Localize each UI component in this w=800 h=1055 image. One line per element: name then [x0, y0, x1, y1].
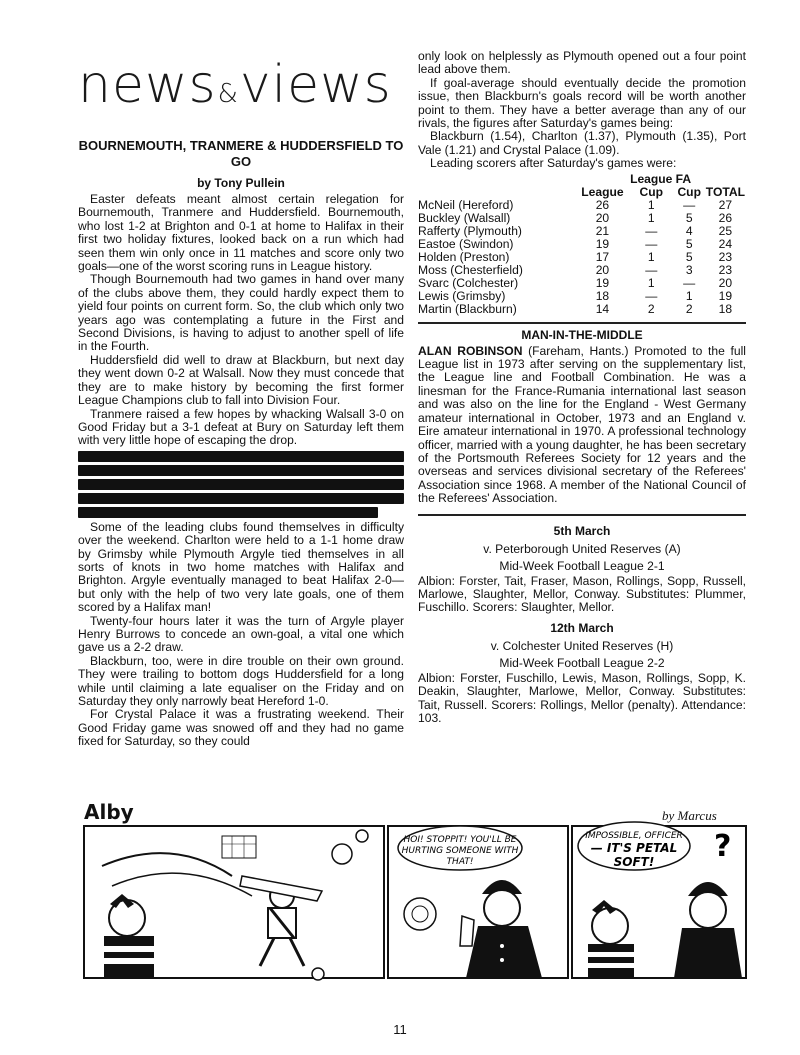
- scorer-total: 19: [718, 288, 733, 303]
- header-col-league-cup: Cup: [639, 184, 663, 199]
- scorer-league-cup: 1: [647, 249, 655, 264]
- article-paragraph: only look on helplessly as Plymouth opened out a four point lead above them.: [418, 49, 746, 77]
- scorer-name: Martin (Blackburn): [418, 301, 517, 316]
- scorer-league-cup: 2: [647, 301, 655, 316]
- scorer-total: 20: [718, 275, 733, 290]
- scorer-fa-cup: 3: [685, 262, 693, 277]
- scorer-fa-cup: 5: [685, 236, 693, 251]
- header-col-fa-cup: Cup: [677, 184, 701, 199]
- scorer-row: [418, 264, 748, 277]
- scorer-name: Holden (Preston): [418, 249, 510, 264]
- scorer-name: McNeil (Hereford): [418, 197, 514, 212]
- bubble1-line2: HURTING SOMEONE WITH: [401, 846, 519, 856]
- scorer-row: [418, 290, 748, 303]
- article-paragraph: Blackburn, too, were in dire trouble on their own ground. They were trailing to bottom dogs Huddersfield for a long while until claiming a late equaliser on the Friday and on Saturday they only narrowly beat Hereford 1-0.: [78, 653, 404, 708]
- article-paragraph: Twenty-four hours later it was the turn of Argyle player Henry Burrows to concede an own-goal, a vital one which gave us a 2-2 draw.: [78, 613, 404, 655]
- header-col-total: TOTAL: [705, 184, 745, 199]
- article-headline: BOURNEMOUTH, TRANMERE & HUDDERSFIELD TO GO: [78, 138, 404, 169]
- scorer-total: 23: [718, 262, 733, 277]
- article-paragraph: Tranmere raised a few hopes by whacking Walsall 3-0 on Good Friday but a 3-1 defeat at Bury on Saturday left them with very little hope of escaping the drop.: [78, 406, 404, 448]
- article-paragraph: For Crystal Palace it was a frustrating weekend. Their Good Friday game was snowed off and they had no game fixed for Saturday, so they could: [78, 707, 404, 749]
- article-paragraph: Blackburn (1.54), Charlton (1.37), Plymouth (1.35), Port Vale (1.21) and Crystal Palace (1.09).: [418, 129, 746, 157]
- scorer-total: 18: [718, 301, 733, 316]
- scorer-league-cup: —: [645, 262, 658, 277]
- redaction-bar: [78, 479, 404, 490]
- scorer-name: Svarc (Colchester): [418, 275, 519, 290]
- scorer-league: 20: [595, 262, 610, 277]
- scorer-fa-cup: 2: [685, 301, 693, 316]
- bubble2-line3: SOFT!: [613, 855, 655, 869]
- page-number: 11: [393, 1022, 407, 1037]
- scorer-name: Lewis (Grimsby): [418, 288, 506, 303]
- scorer-league: 17: [595, 249, 610, 264]
- bubble2-line1: IMPOSSIBLE, OFFICER: [585, 831, 683, 841]
- match1-date: 5th March: [553, 523, 611, 538]
- match1-opponent: v. Peterborough United Reserves (A): [483, 541, 681, 556]
- match2-lineup: Albion: Forster, Fuschillo, Lewis, Mason, Rollings, Sopp, K. Deakin, Slaughter, Marlowe, Mellor, Conway. Substitutes: Tait, Russell. Scorers: Rollings, Mellor (penalty). Attendance: 103.: [418, 670, 746, 725]
- scorer-league: 18: [595, 288, 610, 303]
- right-column: [418, 50, 746, 725]
- referee-text: (Fareham, Hants.) Promoted to the full League list in 1973 after serving on the supplementary list, the League line and Football Combination. He was a linesman for the France-Rumania international last season and was also on the line for the England - West Germany amateur international in October, 1973 and an England v. Eire amateur international in 1970. A professional technology officer, married with a young daughter, he has been secretary of the Portsmouth Referees Society for 12 years and the overseas and services divisional secretary of the Referees' Association since 1968. A member of the National Council of the Referees' Association.: [418, 343, 746, 506]
- redaction-bar: [78, 465, 404, 476]
- scorer-league: 14: [595, 301, 610, 316]
- scorer-fa-cup: 4: [685, 223, 693, 238]
- scorer-league: 19: [595, 275, 610, 290]
- cartoon-strip: [82, 796, 748, 982]
- divider: [418, 514, 746, 516]
- question-mark-icon: ?: [714, 829, 732, 864]
- scorer-total: 25: [718, 223, 733, 238]
- cartoon-credit: by Marcus: [662, 808, 717, 823]
- referee-paragraph: [418, 345, 746, 506]
- scorer-league-cup: 1: [647, 197, 655, 212]
- scorer-total: 27: [718, 197, 733, 212]
- scorer-row: [418, 303, 748, 316]
- article-paragraph: Some of the leading clubs found themselves in difficulty over the weekend. Charlton were held to a 1-1 home draw by Grimsby while Plymouth Argyle tied themselves in all sorts of knots in two home matches with Halifax and Brighton. Argyle eventually managed to beat Halifax 2-0—but only with the help of two very late goals, one of them scored by a Halifax man!: [78, 519, 404, 615]
- redaction-bar: [78, 507, 378, 518]
- masthead: [78, 55, 404, 124]
- scorer-league: 21: [595, 223, 610, 238]
- article-paragraph: Though Bournemouth had two games in hand over many of the clubs above them, they could hardly expect them to yield four points on current form. So, the club which only two years ago was contemplating a future in the First and Second Divisions, is having to adjust to another spell of life in the Fourth.: [78, 272, 404, 354]
- redacted-block: [78, 451, 404, 518]
- scorer-name: Rafferty (Plymouth): [418, 223, 522, 238]
- match2-date: 12th March: [550, 620, 614, 635]
- scorers-table: [418, 173, 748, 316]
- match2-opponent: v. Colchester United Reserves (H): [490, 638, 674, 653]
- scorer-fa-cup: —: [683, 197, 696, 212]
- masthead-word-views: views: [239, 55, 392, 115]
- scorer-league-cup: —: [645, 223, 658, 238]
- scorer-league-cup: —: [645, 236, 658, 251]
- match1-result: Mid-Week Football League 2-1: [499, 558, 665, 573]
- redaction-bar: [78, 451, 404, 462]
- left-column: [78, 55, 404, 749]
- article-paragraph: Huddersfield did well to draw at Blackburn, but next day they went down 0-2 at Walsall. Now they must concede that they are to make history by becoming the first former League Champions club to fall into Division Four.: [78, 352, 404, 408]
- article-paragraph: If goal-average should eventually decide the promotion issue, then Blackburn's goals record will be worth another point to them. They have a better average than any of our rivals, the figures after Saturday's games being:: [418, 75, 746, 131]
- cartoon-title: Alby: [84, 800, 134, 824]
- match1-lineup: Albion: Forster, Tait, Fraser, Mason, Rollings, Sopp, Russell, Marlowe, Slaughter, Mellor, Conway. Substitutes: Plummer, Fuschillo. Scorers: Slaughter, Mellor.: [418, 573, 746, 615]
- scorer-row: [418, 199, 748, 212]
- header-league: League: [630, 171, 673, 186]
- header-fa: FA: [675, 171, 692, 186]
- scorer-fa-cup: 5: [685, 210, 693, 225]
- scorer-name: Eastoe (Swindon): [418, 236, 514, 251]
- header-col-league: League: [581, 184, 624, 199]
- scorer-league: 26: [595, 197, 610, 212]
- scorer-row: [418, 238, 748, 251]
- ball-icon: [312, 968, 324, 980]
- scorer-total: 23: [718, 249, 733, 264]
- match2-result: Mid-Week Football League 2-2: [499, 655, 665, 670]
- bubble2-line2: — IT'S PETAL: [590, 841, 678, 855]
- scorer-league-cup: —: [645, 288, 658, 303]
- redaction-bar: [78, 493, 404, 504]
- masthead-ampersand: &: [217, 79, 239, 109]
- scorer-league-cup: 1: [647, 275, 655, 290]
- scorer-row: [418, 251, 748, 264]
- scorers-header-top: [418, 173, 748, 186]
- scorer-total: 24: [718, 236, 733, 251]
- scorer-league: 20: [595, 210, 610, 225]
- scorers-body: [418, 199, 748, 316]
- scorer-row: [418, 277, 748, 290]
- scorer-row: [418, 225, 748, 238]
- article-paragraph: Easter defeats meant almost certain relegation for Bournemouth, Tranmere and Huddersfield. Bournemouth, who lost 1-2 at Brighton and 0-1 at home to Halifax in their first two holiday fixtures, looked back on a run which had seen them win only once in 11 matches and score only two goals—one of the worst scoring runs in League history.: [78, 192, 404, 274]
- scorer-league-cup: 1: [647, 210, 655, 225]
- scorer-name: Buckley (Walsall): [418, 210, 511, 225]
- article-byline: by Tony Pullein: [197, 176, 285, 190]
- bubble1-line3: THAT!: [446, 857, 474, 867]
- referee-name: ALAN ROBINSON: [418, 343, 523, 358]
- scorers-header: [418, 186, 748, 199]
- scorer-fa-cup: 1: [685, 288, 693, 303]
- referee-section-title: MAN-IN-THE-MIDDLE: [521, 327, 643, 342]
- article-paragraph: Leading scorers after Saturday's games were:: [430, 156, 677, 171]
- scorer-fa-cup: —: [683, 275, 696, 290]
- scorer-fa-cup: 5: [685, 249, 693, 264]
- scorer-total: 26: [718, 210, 733, 225]
- scorer-row: [418, 212, 748, 225]
- scorer-name: Moss (Chesterfield): [418, 262, 523, 277]
- bubble1-line1: HOI! STOPPIT! YOU'LL BE: [403, 835, 517, 845]
- masthead-word-news: news: [78, 55, 217, 115]
- divider: [418, 322, 746, 324]
- scorer-league: 19: [595, 236, 610, 251]
